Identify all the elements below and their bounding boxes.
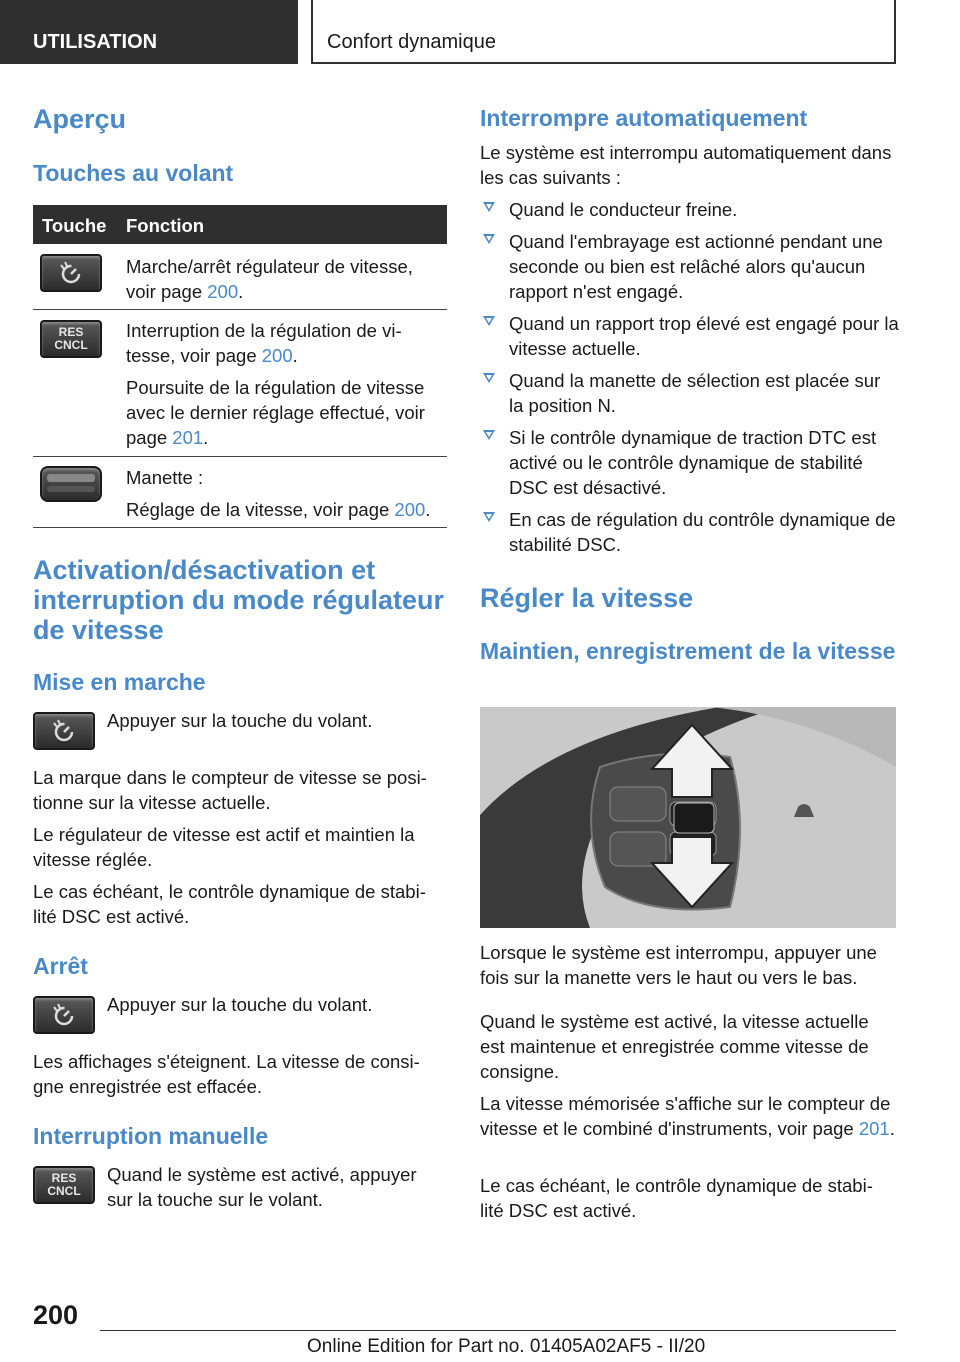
heading-mise-en-marche: Mise en marche <box>33 669 206 695</box>
row1-text: Marche/arrêt régulateur de vitesse, voir page 200. <box>126 256 413 302</box>
page-link-200[interactable]: 200 <box>394 499 426 520</box>
heading-auto: Interrompre automatiquement <box>480 105 808 131</box>
right-p4: Le cas échéant, le contrôle dynamique de stabi‐lité DSC est activé. <box>480 1175 873 1221</box>
cruise-button-icon <box>33 996 95 1034</box>
heading-maintien: Maintien, enregistrement de la vitesse <box>480 638 896 664</box>
steering-wheel-photo <box>480 707 896 928</box>
footer-divider <box>100 1330 896 1331</box>
bullet-triangle-icon <box>483 234 495 244</box>
right-p3: La vitesse mémorisée s'affiche sur le compteur de vitesse et le combiné d'instruments, voir page 201. <box>480 1093 895 1139</box>
table-header <box>33 205 447 244</box>
bullet-triangle-icon <box>483 316 495 326</box>
bullet-triangle-icon <box>483 512 495 522</box>
table-divider <box>33 309 447 310</box>
page-link-201[interactable]: 201 <box>172 427 204 448</box>
heading-touches: Touches au volant <box>33 160 234 186</box>
heading-arret: Arrêt <box>33 953 88 979</box>
arret-btn-text: Appuyer sur la touche du volant. <box>107 994 373 1015</box>
right-p2: Quand le système est activé, la vitesse actuelle est maintenue et enregistrée comme vitesse de consigne. <box>480 1011 869 1082</box>
header-title: Confort dynamique <box>311 0 896 64</box>
res-cncl-button-icon: RES CNCL <box>40 320 102 358</box>
interruption-text: Quand le système est activé, appuyer sur la touche sur le volant. <box>107 1164 417 1210</box>
row3-title: Manette : <box>126 467 204 488</box>
row2-text2: Poursuite de la régulation de vitesse avec le dernier réglage effectué, voir page 201. <box>126 377 425 448</box>
heading-activation: Activation/désactivation et interruption du mode régulateur de vitesse <box>33 555 445 645</box>
page-link-201[interactable]: 201 <box>858 1118 890 1139</box>
page-link-200[interactable]: 200 <box>261 345 293 366</box>
bullet-triangle-icon <box>483 430 495 440</box>
footer-edition: Online Edition for Part no. 01405A02AF5 - II/20 <box>307 1336 706 1357</box>
auto-intro: Le système est interrompu automatiquement dans les cas suivants : <box>480 142 892 188</box>
cruise-button-icon <box>33 712 95 750</box>
mise-p3: Le cas échéant, le contrôle dynamique de stabi‐lité DSC est activé. <box>33 881 426 927</box>
header-section: UTILISATION <box>0 0 298 64</box>
mise-btn-text: Appuyer sur la touche du volant. <box>107 710 373 731</box>
res-cncl-button-icon: RES CNCL <box>33 1166 95 1204</box>
page-number: 200 <box>33 1300 79 1330</box>
table-divider <box>33 456 447 457</box>
heading-apercu: Aperçu <box>33 104 127 134</box>
bullet-triangle-icon <box>483 202 495 212</box>
cruise-button-icon <box>40 254 102 292</box>
mise-p1: La marque dans le compteur de vitesse se posi‐tionne sur la vitesse actuelle. <box>33 767 427 813</box>
row2-text1: Interruption de la régulation de vi‐tesse, voir page 200. <box>126 320 402 366</box>
row3-text: Réglage de la vitesse, voir page 200. <box>126 499 431 520</box>
after-photo-p1: Lorsque le système est interrompu, appuyer une fois sur la manette vers le haut ou vers le bas. <box>480 942 877 988</box>
rocker-switch-icon <box>40 466 102 502</box>
page-link-200[interactable]: 200 <box>207 281 239 302</box>
table-col-fonction: Fonction <box>126 215 205 236</box>
mise-p2: Le régulateur de vitesse est actif et maintien la vitesse réglée. <box>33 824 415 870</box>
bullet-triangle-icon <box>483 373 495 383</box>
heading-interruption: Interruption manuelle <box>33 1123 269 1149</box>
arret-p1: Les affichages s'éteignent. La vitesse de consi‐gne enregistrée est effacée. <box>33 1051 420 1097</box>
table-col-touche: Touche <box>42 215 107 236</box>
table-divider <box>33 527 447 528</box>
heading-regler: Régler la vitesse <box>480 583 694 613</box>
